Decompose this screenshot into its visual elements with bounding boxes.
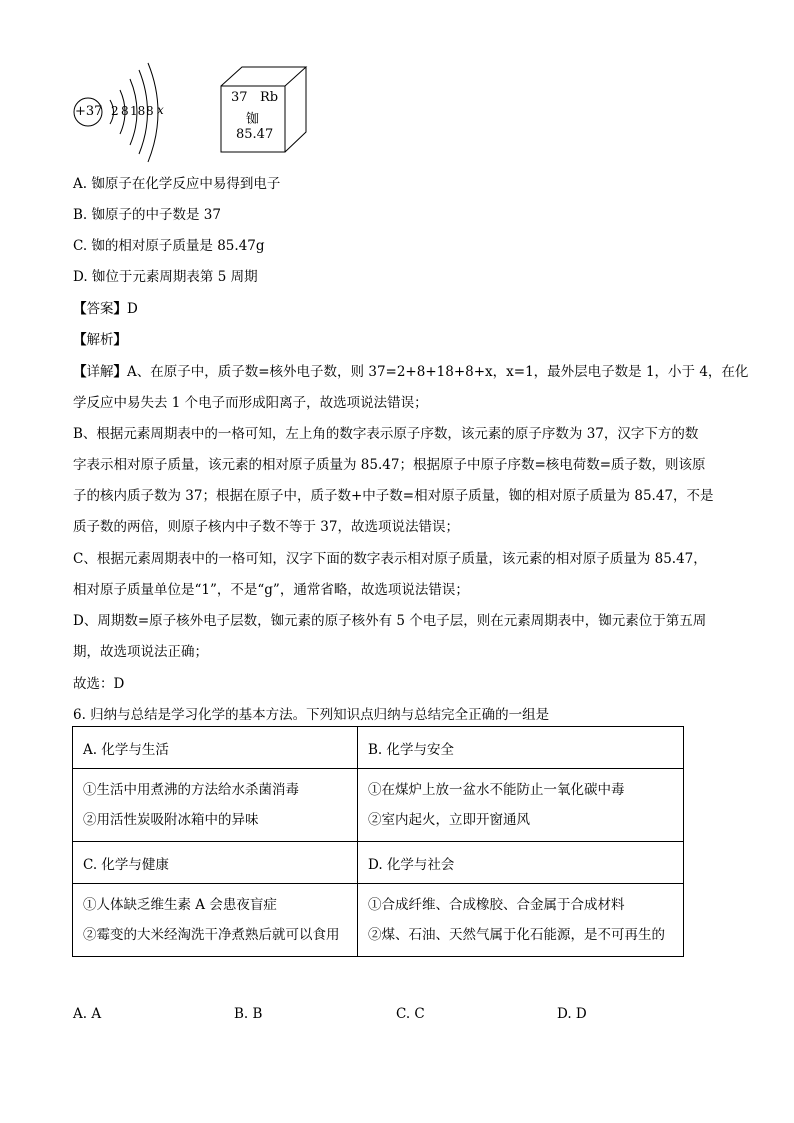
cell-b-title: B. 化学与安全 bbox=[358, 727, 684, 769]
cell-c-items: ①人体缺乏维生素 A 会患夜盲症 ②霉变的大米经淘洗干净煮熟后就可以食用 bbox=[73, 884, 358, 957]
cell-c-title: C. 化学与健康 bbox=[73, 842, 358, 884]
shell-electrons-5: x bbox=[157, 103, 164, 117]
shell-electrons-2: 8 bbox=[121, 104, 129, 118]
element-name: 铷 bbox=[246, 112, 260, 127]
shell-electrons-4: 8 bbox=[146, 104, 154, 118]
explanation-line-5: 子的核内质子数为 37；根据在原子中，质子数+中子数=相对原子质量，铷的相对原子质量为 85.47，不是 bbox=[73, 488, 714, 504]
analysis-heading: 【解析】 bbox=[73, 332, 127, 348]
analysis-label: 解析 bbox=[86, 332, 114, 348]
option-c: C. 铷的相对原子质量是 85.47g bbox=[73, 238, 265, 254]
element-mass: 85.47 bbox=[236, 127, 274, 142]
shell-electrons-3: 18 bbox=[130, 104, 146, 118]
cell-d-items: ①合成纤维、合成橡胶、合金属于合成材料 ②煤、石油、天然气属于化石能源，是不可再生的 bbox=[358, 884, 684, 957]
q6-option-d: D. D bbox=[557, 1006, 587, 1022]
cell-a-title: A. 化学与生活 bbox=[73, 727, 358, 769]
explanation-line-1: 【详解】A、在原子中，质子数=核外电子数，则 37=2+8+18+8+x，x=1，最外层电子数是 1，小于 4，在化 bbox=[73, 364, 749, 380]
answer-value: D bbox=[127, 301, 138, 317]
answer-line: 【答案】D bbox=[73, 301, 138, 317]
knowledge-table bbox=[72, 726, 684, 957]
explanation-line-8: 相对原子质量单位是“1”，不是“g”，通常省略，故选项说法错误； bbox=[73, 582, 469, 598]
final-choice: 故选：D bbox=[73, 676, 125, 692]
detail-label: 详解 bbox=[86, 364, 114, 380]
question-6-stem: 6. 归纳与总结是学习化学的基本方法。下列知识点归纳与总结完全正确的一组是 bbox=[73, 707, 550, 723]
explanation-line-10: 期，故选项说法正确； bbox=[73, 644, 208, 660]
explanation-line-6: 质子数的两倍，则原子核内中子数不等于 37，故选项说法错误； bbox=[73, 519, 459, 535]
shell-electrons-1: 2 bbox=[111, 104, 119, 118]
explanation-line-9: D、周期数=原子核外电子层数，铷元素的原子核外有 5 个电子层，则在元素周期表中，铷元素位于第五周 bbox=[73, 613, 707, 629]
explanation-line-3: B、根据元素周期表中的一格可知，左上角的数字表示原子序数，该元素的原子序数为 37，汉字下方的数 bbox=[73, 426, 699, 442]
option-a: A. 铷原子在化学反应中易得到电子 bbox=[73, 176, 281, 192]
cell-a-items: ①生活中用煮沸的方法给水杀菌消毒 ②用活性炭吸附冰箱中的异味 bbox=[73, 769, 358, 842]
card-top-face bbox=[221, 67, 306, 86]
explanation-line-4: 字表示相对原子质量，该元素的相对原子质量为 85.47；根据原子中原子序数=核电荷数=质子数，则该原 bbox=[73, 457, 706, 473]
cell-d-title: D. 化学与社会 bbox=[358, 842, 684, 884]
card-side-face bbox=[285, 67, 306, 152]
explanation-line-2: 学反应中易失去 1 个电子而形成阳离子，故选项说法错误； bbox=[73, 395, 428, 411]
answer-label: 答案 bbox=[86, 301, 114, 317]
element-symbol: Rb bbox=[260, 90, 279, 105]
cell-b-items: ①在煤炉上放一盆水不能防止一氧化碳中毒 ②室内起火，立即开窗通风 bbox=[358, 769, 684, 842]
element-atomic-number: 37 bbox=[231, 90, 248, 105]
q6-option-a: A. A bbox=[73, 1006, 102, 1022]
option-b: B. 铷原子的中子数是 37 bbox=[73, 207, 221, 223]
q6-option-b: B. B bbox=[234, 1006, 263, 1022]
option-d: D. 铷位于元素周期表第 5 周期 bbox=[73, 269, 258, 285]
nucleus-charge: +37 bbox=[75, 104, 103, 119]
q6-option-c: C. C bbox=[396, 1006, 425, 1022]
explanation-line-7: C、根据元素周期表中的一格可知，汉字下面的数字表示相对原子质量，该元素的相对原子质量为 85.47， bbox=[73, 551, 707, 567]
